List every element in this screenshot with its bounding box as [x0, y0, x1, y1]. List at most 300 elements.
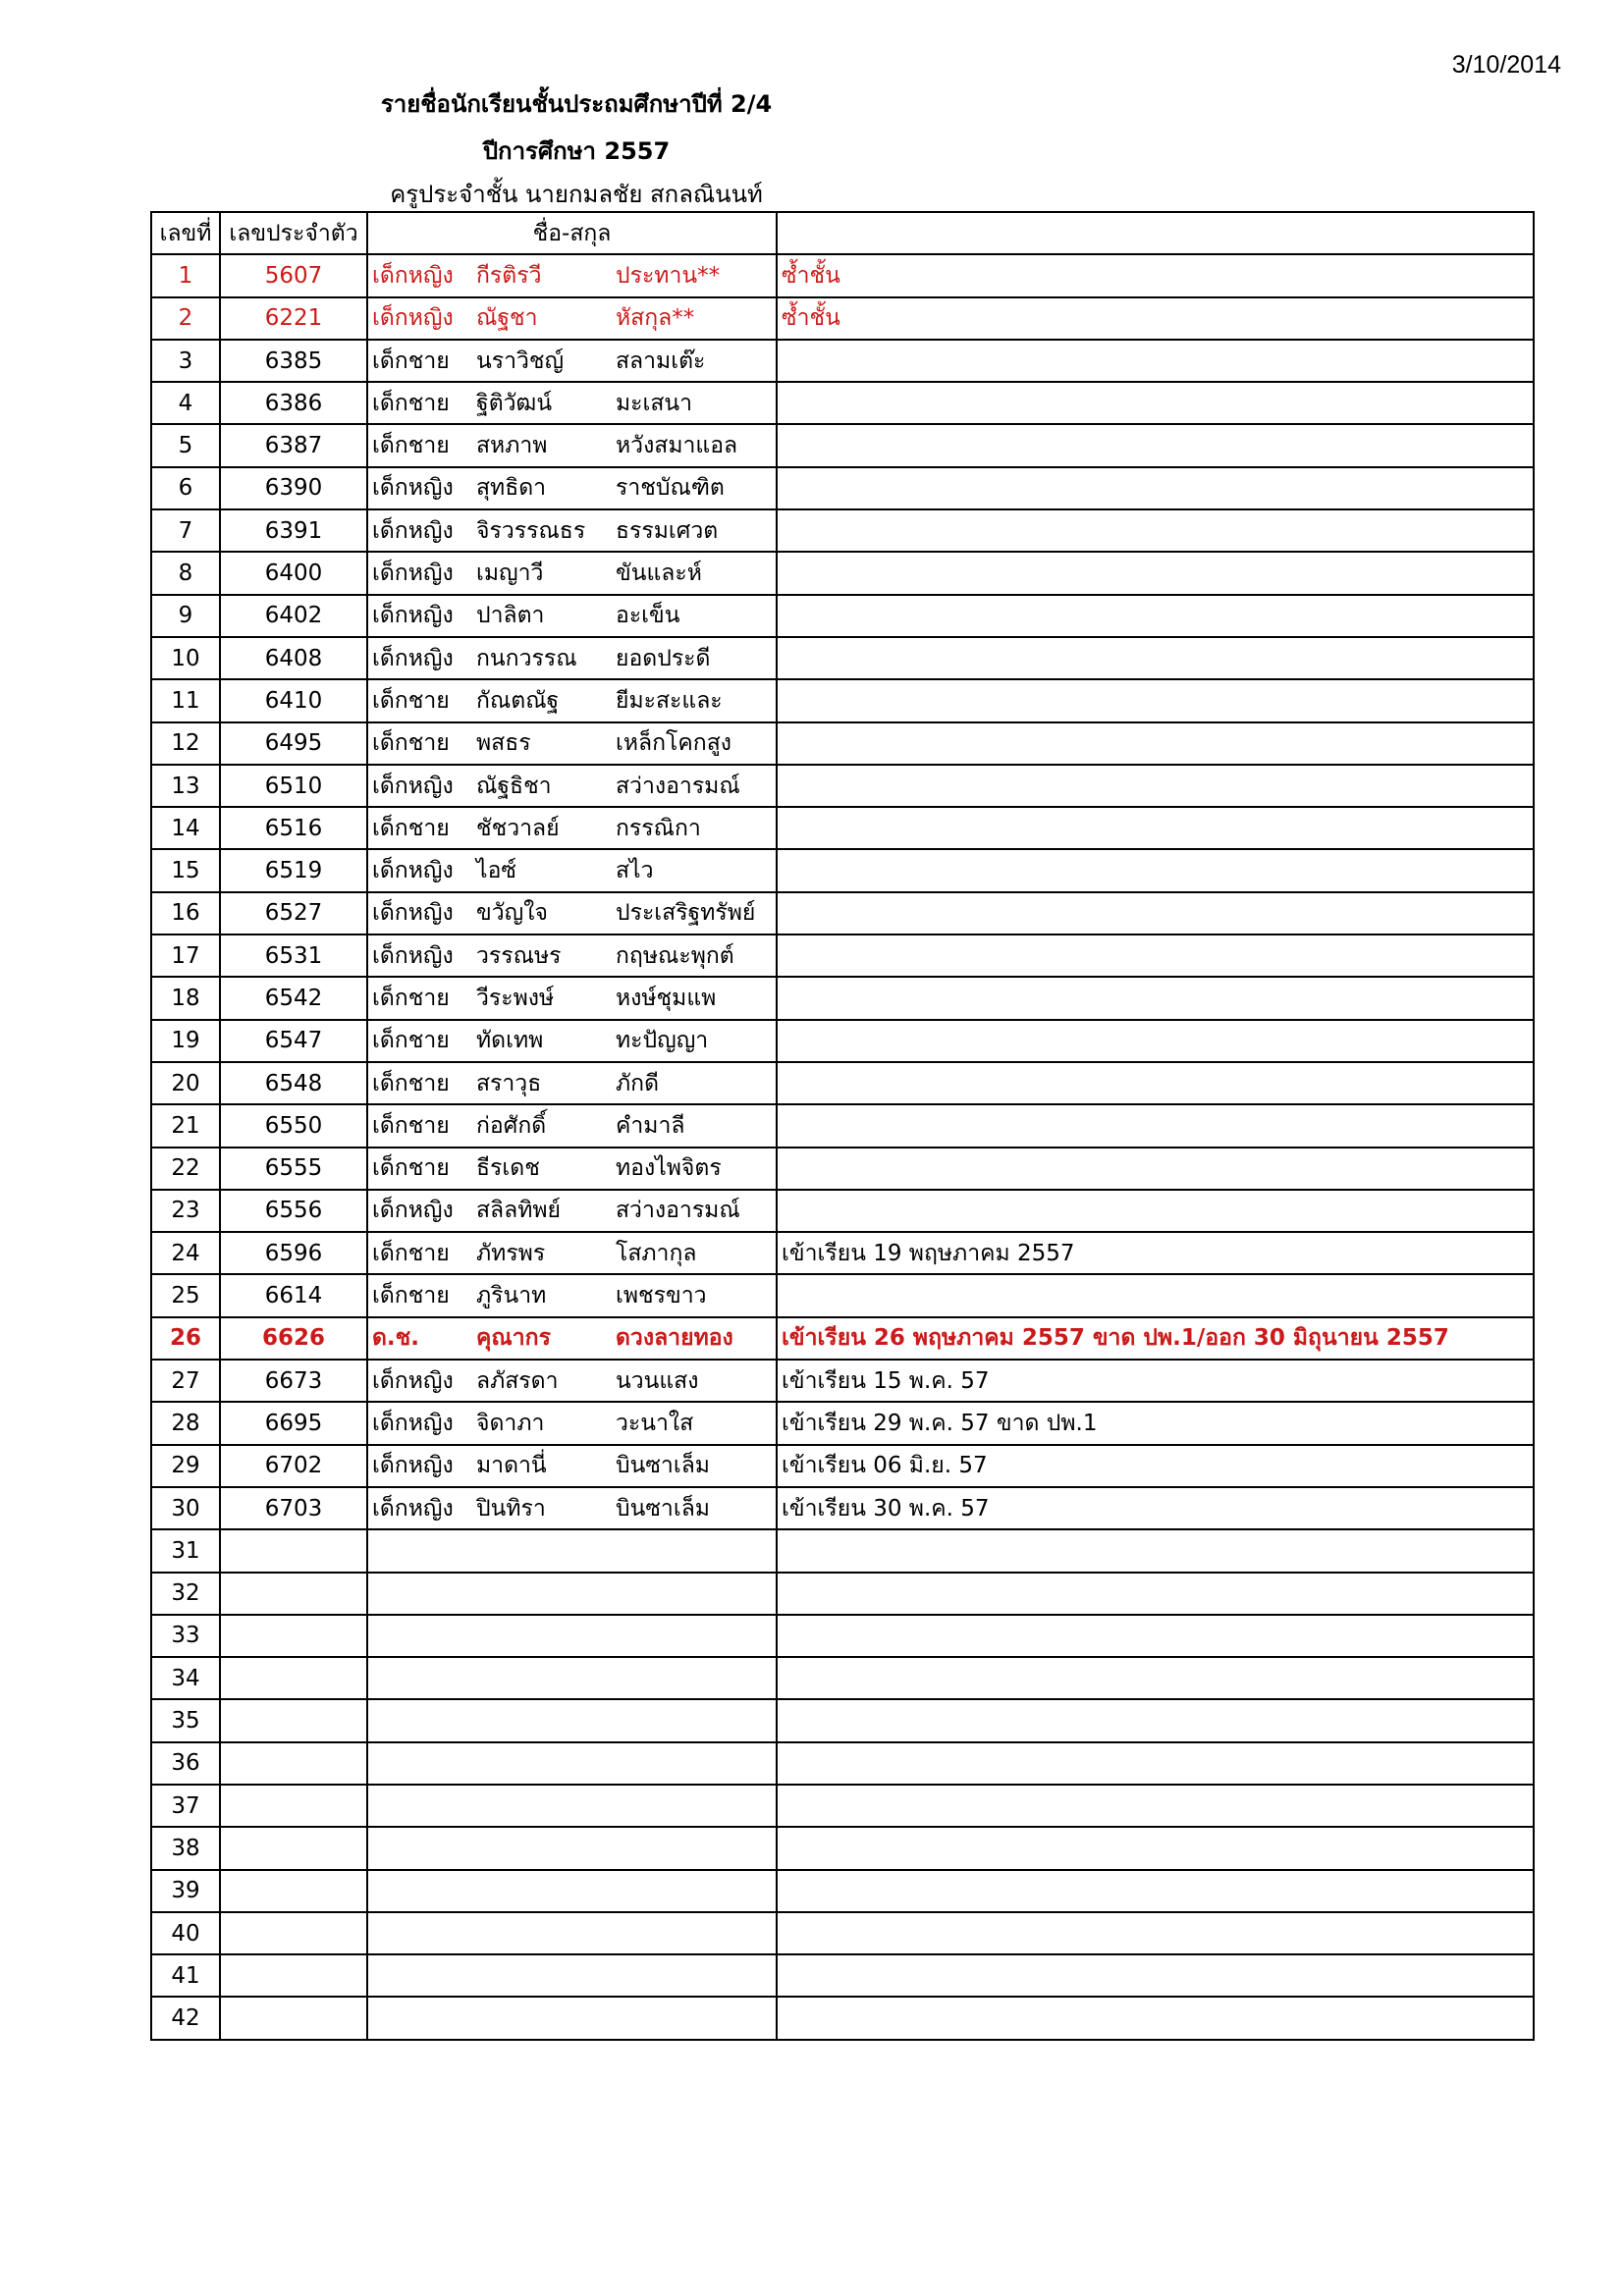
student-name: [367, 595, 777, 637]
remark: [777, 1657, 1534, 1699]
row-number: 34: [151, 1657, 220, 1699]
student-name: [367, 977, 777, 1019]
row-number: 7: [151, 509, 220, 552]
first-name: กีรติรวี: [476, 262, 542, 289]
student-id: 6531: [220, 934, 367, 977]
table-row: [151, 679, 1534, 721]
remark: [777, 1062, 1534, 1104]
student-name: [367, 1615, 777, 1657]
table-row: [151, 1657, 1534, 1699]
row-number: 38: [151, 1827, 220, 1869]
table-row: [151, 1274, 1534, 1316]
name-prefix: เด็กหญิง: [372, 1495, 454, 1522]
student-id: 6519: [220, 849, 367, 891]
row-number: 21: [151, 1104, 220, 1147]
row-number: 26: [151, 1317, 220, 1360]
name-prefix: เด็กชาย: [372, 1070, 450, 1096]
last-name: เพชรขาว: [616, 1283, 707, 1309]
remark: [777, 1997, 1534, 2039]
row-number: 31: [151, 1529, 220, 1572]
row-number: 32: [151, 1573, 220, 1615]
remark: [777, 424, 1534, 466]
student-id: [220, 1997, 367, 2039]
table-row: [151, 595, 1534, 637]
last-name: บินซาเล็ม: [616, 1495, 710, 1522]
first-name: ณัฐธิชา: [476, 773, 552, 799]
table-row: [151, 807, 1534, 849]
row-number: 27: [151, 1360, 220, 1402]
first-name: มาดานี่: [476, 1453, 547, 1479]
last-name: มะเสนา: [616, 390, 693, 416]
student-id: 6390: [220, 467, 367, 509]
row-number: 2: [151, 297, 220, 340]
student-name: [367, 1232, 777, 1274]
table-row: [151, 467, 1534, 509]
student-name: [367, 254, 777, 296]
academic-year: ปีการศึกษา 2557: [482, 137, 671, 165]
student-id: 6596: [220, 1232, 367, 1274]
remark: [777, 1912, 1534, 1954]
row-number: 5: [151, 424, 220, 466]
table-row: [151, 722, 1534, 765]
name-prefix: ด.ช.: [372, 1325, 420, 1352]
student-name: [367, 722, 777, 765]
remark: [777, 1785, 1534, 1827]
first-name: ปาลิตา: [476, 603, 545, 629]
table-row: [151, 1785, 1534, 1827]
student-name: [367, 1657, 777, 1699]
table-row: [151, 1232, 1534, 1274]
student-name: [367, 1997, 777, 2039]
student-name: [367, 807, 777, 849]
last-name: ประทาน**: [616, 262, 721, 289]
student-id: 6695: [220, 1402, 367, 1444]
student-id: 6542: [220, 977, 367, 1019]
table-row: [151, 765, 1534, 807]
student-id: [220, 1742, 367, 1785]
first-name: ลภัสรดา: [476, 1367, 559, 1394]
row-number: 9: [151, 595, 220, 637]
first-name: ชัชวาลย์: [476, 815, 560, 841]
name-prefix: เด็กชาย: [372, 433, 450, 459]
student-name: [367, 1699, 777, 1741]
last-name: อะเข็น: [616, 603, 680, 629]
first-name: ทัดเทพ: [476, 1028, 544, 1054]
remark: [777, 1274, 1534, 1316]
last-name: ยีมะสะและ: [616, 687, 723, 714]
last-name: กฤษณะพุกต์: [616, 942, 734, 969]
student-name: [367, 934, 777, 977]
row-number: 30: [151, 1487, 220, 1529]
student-id: [220, 1954, 367, 1997]
remark: เข้าเรียน 06 มิ.ย. 57: [777, 1445, 1534, 1487]
first-name: วรรณษร: [476, 942, 562, 969]
remark: ซ้ำชั้น: [777, 297, 1534, 340]
header-note: [777, 212, 1534, 254]
row-number: 6: [151, 467, 220, 509]
student-name: [367, 892, 777, 934]
row-number: 41: [151, 1954, 220, 1997]
row-number: 20: [151, 1062, 220, 1104]
table-row: [151, 977, 1534, 1019]
student-id: 6703: [220, 1487, 367, 1529]
student-name: [367, 1954, 777, 1997]
first-name: คุณากร: [476, 1325, 551, 1352]
student-id: 6556: [220, 1190, 367, 1232]
last-name: กรรณิกา: [616, 815, 701, 841]
table-row: [151, 849, 1534, 891]
student-name: [367, 552, 777, 594]
last-name: ขันและห์: [616, 561, 702, 587]
first-name: สหภาพ: [476, 433, 548, 459]
remark: [777, 1870, 1534, 1912]
first-name: นราวิชญ์: [476, 347, 565, 374]
row-number: 35: [151, 1699, 220, 1741]
first-name: ขวัญใจ: [476, 900, 548, 927]
student-id: 6547: [220, 1020, 367, 1062]
name-prefix: เด็กหญิง: [372, 1410, 454, 1436]
table-row: [151, 1573, 1534, 1615]
student-name: [367, 1785, 777, 1827]
name-prefix: เด็กหญิง: [372, 1367, 454, 1394]
table-row: [151, 424, 1534, 466]
row-number: 22: [151, 1148, 220, 1190]
student-id: 6510: [220, 765, 367, 807]
student-id: [220, 1657, 367, 1699]
remark: [777, 467, 1534, 509]
student-name: [367, 1487, 777, 1529]
student-name: [367, 1912, 777, 1954]
student-id: 6402: [220, 595, 367, 637]
first-name: ปินทิรา: [476, 1495, 546, 1522]
table-row: [151, 1742, 1534, 1785]
row-number: 19: [151, 1020, 220, 1062]
student-id: [220, 1573, 367, 1615]
student-name: [367, 467, 777, 509]
table-row: [151, 552, 1534, 594]
table-row: [151, 382, 1534, 424]
student-id: 6386: [220, 382, 367, 424]
student-id: 6221: [220, 297, 367, 340]
table-row: [151, 1020, 1534, 1062]
last-name: สว่างอารมณ์: [616, 1198, 740, 1224]
homeroom-teacher: ครูประจำชั้น นายกมลชัย สกลณินนท์: [390, 181, 763, 208]
table-row: [151, 1912, 1534, 1954]
student-name: [367, 1104, 777, 1147]
table-row: [151, 1402, 1534, 1444]
remark: เข้าเรียน 26 พฤษภาคม 2557 ขาด ปพ.1/ออก 30 มิถุนายน 2557: [777, 1317, 1534, 1360]
student-id: 6702: [220, 1445, 367, 1487]
remark: [777, 722, 1534, 765]
name-prefix: เด็กชาย: [372, 687, 450, 714]
table-row: [151, 1062, 1534, 1104]
student-name: [367, 765, 777, 807]
student-name: [367, 1742, 777, 1785]
student-id: 6387: [220, 424, 367, 466]
name-prefix: เด็กหญิง: [372, 305, 454, 332]
row-number: 8: [151, 552, 220, 594]
student-id: 6527: [220, 892, 367, 934]
student-name: [367, 1020, 777, 1062]
first-name: ภัทรพร: [476, 1240, 546, 1266]
name-prefix: เด็กหญิง: [372, 517, 454, 544]
first-name: จิดาภา: [476, 1410, 545, 1436]
student-name: [367, 1827, 777, 1869]
name-prefix: เด็กหญิง: [372, 475, 454, 502]
table-row: [151, 340, 1534, 382]
student-id: 6626: [220, 1317, 367, 1360]
last-name: นวนแสง: [616, 1367, 699, 1394]
name-prefix: เด็กหญิง: [372, 900, 454, 927]
remark: [777, 637, 1534, 679]
remark: [777, 382, 1534, 424]
first-name: เมญาวี: [476, 561, 544, 587]
row-number: 42: [151, 1997, 220, 2039]
first-name: ณัฐชา: [476, 305, 538, 332]
name-prefix: เด็กชาย: [372, 1155, 450, 1182]
name-prefix: เด็กหญิง: [372, 773, 454, 799]
remark: ซ้ำชั้น: [777, 254, 1534, 296]
name-prefix: เด็กหญิง: [372, 1453, 454, 1479]
student-id: 6673: [220, 1360, 367, 1402]
table-row: [151, 1954, 1534, 1997]
row-number: 11: [151, 679, 220, 721]
last-name: ธรรมเศวต: [616, 517, 719, 544]
table-row: [151, 1104, 1534, 1147]
row-number: 14: [151, 807, 220, 849]
last-name: บินซาเล็ม: [616, 1453, 710, 1479]
table-row: [151, 1615, 1534, 1657]
remark: [777, 552, 1534, 594]
first-name: ไอซ์: [476, 858, 516, 884]
student-id: 6548: [220, 1062, 367, 1104]
remark: [777, 1954, 1534, 1997]
student-id: 6614: [220, 1274, 367, 1316]
row-number: 29: [151, 1445, 220, 1487]
student-id: [220, 1699, 367, 1741]
remark: เข้าเรียน 29 พ.ค. 57 ขาด ปพ.1: [777, 1402, 1534, 1444]
name-prefix: เด็กชาย: [372, 1028, 450, 1054]
first-name: ธีรเดช: [476, 1155, 540, 1182]
student-name: [367, 1317, 777, 1360]
table-row: [151, 1148, 1534, 1190]
row-number: 39: [151, 1870, 220, 1912]
name-prefix: เด็กชาย: [372, 1112, 450, 1139]
name-prefix: เด็กหญิง: [372, 942, 454, 969]
student-name: [367, 382, 777, 424]
remark: [777, 679, 1534, 721]
student-name: [367, 424, 777, 466]
last-name: ประเสริฐทรัพย์: [616, 900, 756, 927]
student-name: [367, 1274, 777, 1316]
last-name: หงษ์ชุมแพ: [616, 985, 717, 1011]
row-number: 4: [151, 382, 220, 424]
remark: [777, 1148, 1534, 1190]
name-prefix: เด็กชาย: [372, 1283, 450, 1309]
student-id: 6516: [220, 807, 367, 849]
student-name: [367, 1062, 777, 1104]
student-name: [367, 1360, 777, 1402]
remark: [777, 1573, 1534, 1615]
remark: [777, 1742, 1534, 1785]
name-prefix: เด็กชาย: [372, 347, 450, 374]
last-name: ทองไพจิตร: [616, 1155, 722, 1182]
student-name: [367, 1529, 777, 1572]
student-id: [220, 1529, 367, 1572]
remark: [777, 934, 1534, 977]
last-name: ดวงลายทอง: [616, 1325, 733, 1352]
row-number: 1: [151, 254, 220, 296]
table-row: [151, 1487, 1534, 1529]
first-name: วีระพงษ์: [476, 985, 555, 1011]
last-name: ภักดี: [616, 1070, 660, 1096]
row-number: 10: [151, 637, 220, 679]
name-prefix: เด็กหญิง: [372, 645, 454, 671]
student-name: [367, 297, 777, 340]
row-number: 24: [151, 1232, 220, 1274]
table-row: [151, 1317, 1534, 1360]
student-name: [367, 1148, 777, 1190]
table-row: [151, 297, 1534, 340]
row-number: 18: [151, 977, 220, 1019]
table-row: [151, 934, 1534, 977]
name-prefix: เด็กหญิง: [372, 1198, 454, 1224]
remark: [777, 765, 1534, 807]
student-name: [367, 849, 777, 891]
student-id: 6408: [220, 637, 367, 679]
student-name: [367, 637, 777, 679]
row-number: 36: [151, 1742, 220, 1785]
row-number: 40: [151, 1912, 220, 1954]
student-id: 6495: [220, 722, 367, 765]
name-prefix: เด็กชาย: [372, 985, 450, 1011]
header-name: ชื่อ-สกุล: [367, 212, 777, 254]
header-id: เลขประจำตัว: [220, 212, 367, 254]
remark: [777, 1699, 1534, 1741]
table-header-row: [151, 212, 1534, 254]
last-name: สลามเต๊ะ: [616, 347, 706, 374]
student-id: 6391: [220, 509, 367, 552]
remark: [777, 1020, 1534, 1062]
student-id: [220, 1785, 367, 1827]
remark: [777, 892, 1534, 934]
last-name: เหล็กโคกสูง: [616, 730, 731, 757]
row-number: 37: [151, 1785, 220, 1827]
remark: เข้าเรียน 15 พ.ค. 57: [777, 1360, 1534, 1402]
first-name: สลิลทิพย์: [476, 1198, 562, 1224]
table-row: [151, 254, 1534, 296]
student-id: [220, 1615, 367, 1657]
student-name: [367, 679, 777, 721]
table-row: [151, 1997, 1534, 2039]
table-row: [151, 1360, 1534, 1402]
remark: [777, 509, 1534, 552]
student-name: [367, 1402, 777, 1444]
remark: [777, 1615, 1534, 1657]
table-row: [151, 1190, 1534, 1232]
remark: เข้าเรียน 19 พฤษภาคม 2557: [777, 1232, 1534, 1274]
remark: [777, 595, 1534, 637]
first-name: ก่อศักดิ์: [476, 1112, 547, 1139]
last-name: สว่างอารมณ์: [616, 773, 740, 799]
table-row: [151, 892, 1534, 934]
row-number: 15: [151, 849, 220, 891]
student-name: [367, 1870, 777, 1912]
first-name: พสธร: [476, 730, 531, 757]
first-name: กัณตณัฐ: [476, 687, 560, 714]
table-row: [151, 1827, 1534, 1869]
header-no: เลขที่: [151, 212, 220, 254]
first-name: ภูรินาท: [476, 1283, 547, 1309]
student-id: [220, 1827, 367, 1869]
row-number: 17: [151, 934, 220, 977]
page-title: รายชื่อนักเรียนชั้นประถมศึกษาปีที่ 2/4: [380, 90, 773, 118]
last-name: วะนาใส: [616, 1410, 694, 1436]
last-name: หวังสมาแอล: [616, 433, 738, 459]
row-number: 28: [151, 1402, 220, 1444]
first-name: จิรวรรณธร: [476, 517, 586, 544]
name-prefix: เด็กชาย: [372, 730, 450, 757]
row-number: 33: [151, 1615, 220, 1657]
remark: [777, 1529, 1534, 1572]
student-id: 6400: [220, 552, 367, 594]
first-name: ฐิติวัฒน์: [476, 390, 553, 416]
row-number: 12: [151, 722, 220, 765]
remark: [777, 1104, 1534, 1147]
last-name: ราชบัณฑิต: [616, 475, 725, 502]
student-id: [220, 1870, 367, 1912]
student-id: 6410: [220, 679, 367, 721]
student-name: [367, 340, 777, 382]
remark: [777, 1190, 1534, 1232]
student-roster-table: [150, 211, 1535, 2041]
table-row: [151, 1699, 1534, 1741]
table-row: [151, 1870, 1534, 1912]
row-number: 25: [151, 1274, 220, 1316]
student-id: [220, 1912, 367, 1954]
last-name: ยอดประดี: [616, 645, 711, 671]
student-name: [367, 1573, 777, 1615]
student-id: 5607: [220, 254, 367, 296]
last-name: คำมาลี: [616, 1112, 685, 1139]
student-name: [367, 509, 777, 552]
remark: [777, 340, 1534, 382]
table-row: [151, 637, 1534, 679]
remark: [777, 977, 1534, 1019]
last-name: โสภากุล: [616, 1240, 697, 1266]
name-prefix: เด็กชาย: [372, 815, 450, 841]
table-row: [151, 1529, 1534, 1572]
remark: เข้าเรียน 30 พ.ค. 57: [777, 1487, 1534, 1529]
last-name: สไว: [616, 858, 654, 884]
student-id: 6555: [220, 1148, 367, 1190]
last-name: หัสกุล**: [616, 305, 695, 332]
student-id: 6385: [220, 340, 367, 382]
table-row: [151, 509, 1534, 552]
remark: [777, 807, 1534, 849]
name-prefix: เด็กหญิง: [372, 561, 454, 587]
row-number: 3: [151, 340, 220, 382]
first-name: กนกวรรณ: [476, 645, 577, 671]
first-name: สราวุธ: [476, 1070, 542, 1096]
remark: [777, 849, 1534, 891]
row-number: 13: [151, 765, 220, 807]
student-id: 6550: [220, 1104, 367, 1147]
student-name: [367, 1445, 777, 1487]
first-name: สุทธิดา: [476, 475, 547, 502]
row-number: 16: [151, 892, 220, 934]
name-prefix: เด็กชาย: [372, 390, 450, 416]
